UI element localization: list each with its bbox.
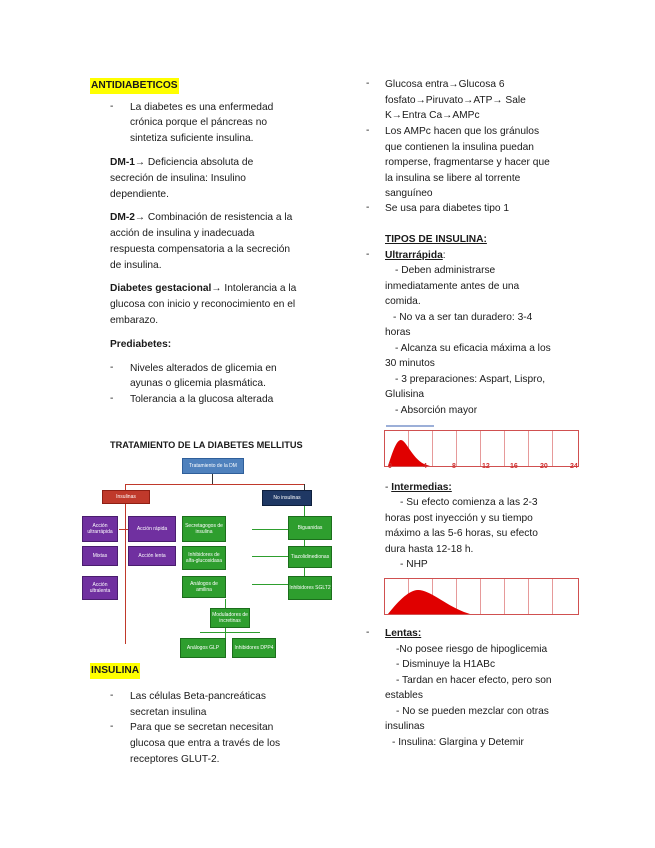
- flow-insulinas: Insulinas: [102, 490, 150, 504]
- lentas-line-1: -No posee riesgo de hipoglicemia: [396, 644, 548, 655]
- pre-item-1-line-2: ayunas o glicemia plasmática.: [130, 378, 266, 389]
- flow-purple-2: Acción rápida: [128, 516, 176, 542]
- flow-purple-4: Acción lenta: [128, 546, 176, 566]
- gest-line-2: glucosa con inicio y reconocimiento en el: [110, 299, 296, 310]
- dm1-line-1: [110, 155, 253, 171]
- lentas-line-3: - Tardan en hacer efecto, pero son: [396, 675, 552, 686]
- lentas-line-5: - No se pueden mezclar con otras: [396, 706, 549, 717]
- flow-green-mid-2: Inhibidores de alfa-glucosidasa: [182, 546, 226, 570]
- ultra-line-10: - Absorción mayor: [395, 405, 478, 416]
- axis-tick: 16: [510, 463, 518, 470]
- ultra-axis: [388, 463, 588, 473]
- dm1-line-3: dependiente.: [110, 189, 169, 200]
- flow-purple-1: Acción ultrarrápida: [82, 516, 118, 542]
- dm2-text-1: Combinación de resistencia a la: [145, 212, 293, 223]
- bullet-dash: -: [110, 101, 114, 112]
- axis-tick: 8: [452, 463, 456, 470]
- flow-green-bottom-1: Análogos GLP: [180, 638, 226, 658]
- bullet-dash: -: [366, 202, 370, 213]
- ultra-title: Ultrarrápida: [385, 250, 443, 261]
- lentas-line-6: insulinas: [385, 721, 425, 732]
- ultra-line-5: horas: [385, 327, 411, 338]
- right-item-2-line-5: sanguíneo: [385, 188, 433, 199]
- ultra-line-4: - No va a ser tan duradero: 3-4: [393, 312, 533, 323]
- flow-green-bottom-2: Inhibidores DPP4: [232, 638, 276, 658]
- pre-item-1-line-1: Niveles alterados de glicemia en: [130, 363, 277, 374]
- inter-title-line: - Intermedias:: [385, 482, 452, 493]
- ultra-line-9: Glulisina: [385, 389, 425, 400]
- ultra-line-3: comida.: [385, 296, 421, 307]
- bullet-dash: -: [366, 627, 370, 638]
- dm2-line-4: de insulina.: [110, 260, 162, 271]
- bullet-dash: -: [366, 125, 370, 136]
- flow-green-mid-3: Análogos de amilina: [182, 576, 226, 598]
- insulina-item-2-line-3: receptores GLUT-2.: [130, 754, 220, 765]
- insulina-title: INSULINA: [90, 663, 140, 679]
- gest-line-1: [110, 281, 296, 297]
- ultra-line-8: - 3 preparaciones: Aspart, Lispro,: [395, 374, 546, 385]
- ultra-line-6: - Alcanza su eficacia máxima a los: [395, 343, 551, 354]
- axis-tick: 24: [570, 463, 578, 470]
- axis-tick: 4: [423, 463, 427, 470]
- lentas-line-2: - Disminuye la H1ABc: [396, 659, 496, 670]
- prediabetes-title: Prediabetes:: [110, 339, 172, 350]
- right-item-2-line-4: la insulina se libere al torrente: [385, 173, 521, 184]
- axis-tick: 0: [388, 463, 392, 470]
- ultra-line-2: inmediatamente antes de una: [385, 281, 520, 292]
- dm1-text-1: Deficiencia absoluta de: [145, 157, 254, 168]
- flow-green-right-1: Biguanidas: [288, 516, 332, 540]
- flow-green-right-2: Tiazolidinedionas: [288, 546, 332, 568]
- dm2-line-1: [110, 210, 292, 226]
- gest-text-1: Intolerancia a la: [221, 283, 297, 294]
- right-item-3: Se usa para diabetes tipo 1: [385, 203, 510, 214]
- lentas-line-4: estables: [385, 690, 423, 701]
- dm2-label: DM-2→: [110, 212, 146, 223]
- antidiabeticos-title: ANTIDIABETICOS: [90, 78, 179, 94]
- intro-line-1: La diabetes es una enfermedad: [130, 102, 274, 113]
- inter-line-4: dura hasta 12-18 h.: [385, 544, 474, 555]
- right-item-1-line-1: Glucosa entra→Glucosa 6: [385, 79, 505, 90]
- inter-line-5: - NHP: [400, 559, 428, 570]
- intro-line-2: crónica porque el páncreas no: [130, 117, 268, 128]
- treatment-flowchart: [82, 456, 344, 662]
- colon: :: [442, 250, 446, 261]
- gest-label: Diabetes gestacional→: [110, 283, 222, 294]
- right-item-1-line-3: K→Entra Ca→AMPc: [385, 110, 480, 121]
- ultra-line-1: - Deben administrarse: [395, 265, 496, 276]
- right-item-2-line-3: romperse, fragmentarse y hacer que: [385, 157, 550, 168]
- dm2-line-3: respuesta compensatoria a la secreción: [110, 244, 291, 255]
- insulina-item-2-line-1: Para que se secretan necesitan: [130, 722, 274, 733]
- inter-curve-chart: [384, 578, 584, 622]
- lentas-title: Lentas:: [385, 628, 422, 639]
- flow-green-mid-1: Secretagogos de insulina: [182, 516, 226, 542]
- ultra-title-line: [385, 248, 446, 264]
- flow-top: Tratamiento de la DM: [182, 458, 244, 474]
- inter-line-1: - Su efecto comienza a las 2-3: [400, 497, 538, 508]
- bullet-dash: -: [110, 721, 114, 732]
- inter-line-2: horas post inyección y su tiempo: [385, 513, 533, 524]
- insulina-item-1-line-2: secretan insulina: [130, 707, 207, 718]
- bullet-dash: -: [110, 690, 114, 701]
- right-item-1-line-2: fosfato→Piruvato→ATP→ Sale: [385, 95, 526, 106]
- inter-line-3: máximo a las 5-6 horas, su efecto: [385, 528, 538, 539]
- intro-line-3: sintetiza suficiente insulina.: [130, 133, 254, 144]
- bullet-dash: -: [110, 393, 114, 404]
- ultra-line-7: 30 minutos: [385, 358, 435, 369]
- inter-title: Intermedias:: [391, 482, 452, 493]
- flow-green-right-3: Inhibidores SGLT2: [288, 576, 332, 600]
- right-item-2-line-1: Los AMPc hacen que los gránulos: [385, 126, 540, 137]
- dm1-line-2: secreción de insulina: Insulino: [110, 173, 246, 184]
- insulina-item-1-line-1: Las células Beta-pancreáticas: [130, 691, 266, 702]
- axis-tick: 12: [482, 463, 490, 470]
- tipos-title: TIPOS DE INSULINA:: [385, 234, 487, 245]
- dm1-label: DM-1→: [110, 157, 146, 168]
- chart-title: TRATAMIENTO DE LA DIABETES MELLITUS: [110, 440, 303, 450]
- pre-item-2: Tolerancia a la glucosa alterada: [130, 394, 274, 405]
- gest-line-3: embarazo.: [110, 315, 159, 326]
- bullet-dash: -: [366, 249, 370, 260]
- flow-purple-3: Mixtas: [82, 546, 118, 566]
- lentas-line-7: - Insulina: Glargina y Detemir: [392, 737, 524, 748]
- axis-tick: 20: [540, 463, 548, 470]
- bullet-dash: -: [110, 362, 114, 373]
- right-item-2-line-2: que contienen la insulina puedan: [385, 142, 534, 153]
- flow-green-mid-4: Moduladores de incretinas: [210, 608, 250, 628]
- bullet-dash: -: [366, 78, 370, 89]
- dm2-line-2: acción de insulina y inadecuada: [110, 228, 255, 239]
- insulina-item-2-line-2: glucosa que entra a través de los: [130, 738, 281, 749]
- flow-purple-5: Acción ultralenta: [82, 576, 118, 600]
- flow-no-insulinas: No insulinas: [262, 490, 312, 506]
